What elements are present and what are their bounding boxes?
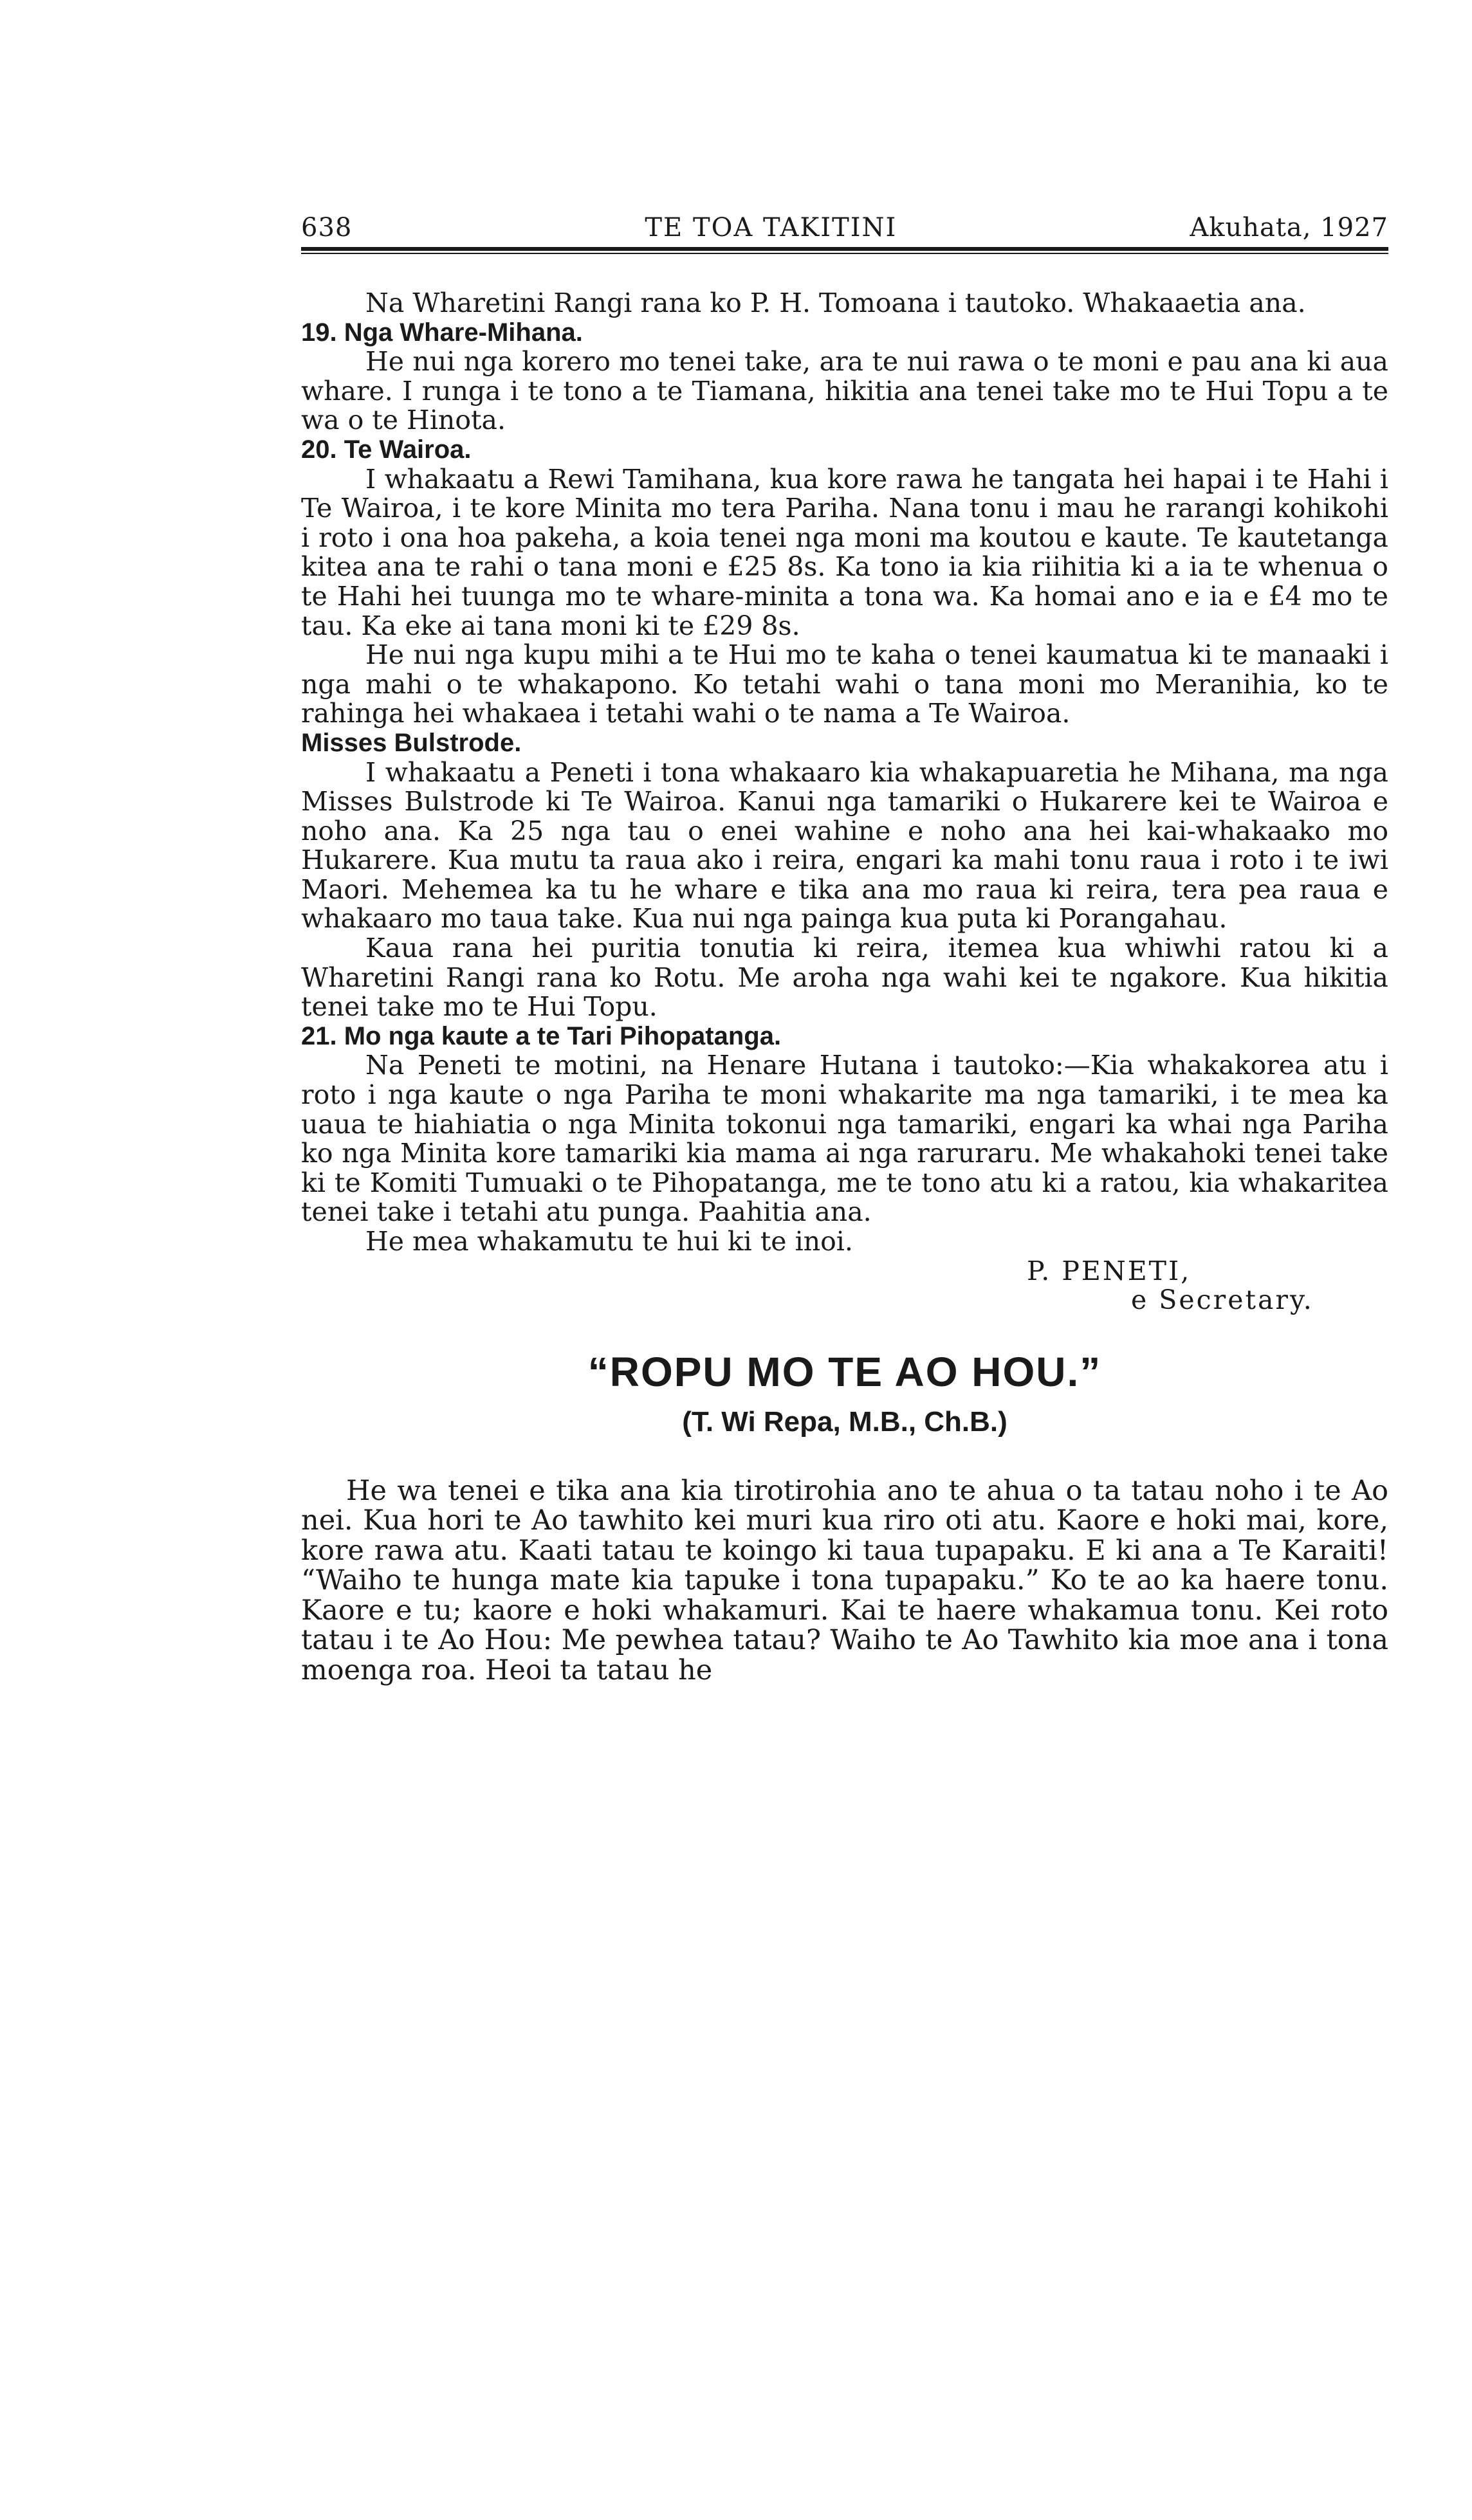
article-paragraph-1: He wa tenei e tika ana kia tirotirohia ano te ahua o ta tatau noho i te Ao nei. Kua hori te Ao tawhito kei muri kua riro oti atu. Kaore e hoki mai, kore, kore rawa atu. Kaati tatau te koingo ki taua tupapaku. E ki ana a Te Karaiti! “Waiho te hunga mate kia tapuke i tona tupapaku.” Ko te ao ka haere tonu. Kaore e tu; kaore e hoki whakamuri. Kai te haere whakamua tonu. Kei roto tatau i te Ao Hou: Me pewhea tatau? Waiho te Ao Tawhito kia moe ana i tona moenga roa. Heoi ta tatau he <box>301 1474 1388 1686</box>
issue-date: Akuhata, 1927 <box>1190 213 1388 242</box>
signature-name: P. PENETI, <box>1027 1255 1191 1286</box>
misses-bulstrode-heading: Misses Bulstrode. <box>301 728 522 757</box>
item-21-paragraph-2: He mea whakamutu te hui ki te inoi. <box>365 1226 853 1257</box>
document-page <box>301 206 1388 1685</box>
misses-bulstrode-paragraph-1: I whakaatu a Peneti i tona whakaaro kia whakapuaretia he Mihana, ma nga Misses Bulstrode ki Te Wairoa. Kanui nga tamariki o Hukarere kei te Wairoa e noho ana. Ka 25 nga tau o enei wahine e noho ana hei kai-whakaako mo Hukarere. Kua mutu ta raua ako i reira, engari ka mahi tonu raua i roto i te iwi Maori. Mehemea ka tu he whare e tika ana mo raua ki reira, tera pea raua e whakaaro mo taua take. Kua nui nga painga kua puta ki Porangahau. <box>301 756 1388 935</box>
running-header <box>301 206 1388 244</box>
journal-title: TE TOA TAKITINI <box>645 213 897 242</box>
article-author: (T. Wi Repa, M.B., Ch.B.) <box>682 1405 1007 1438</box>
minutes-section <box>301 289 1388 1315</box>
item-20-paragraph-1: I whakaatu a Rewi Tamihana, kua kore rawa he tangata hei hapai i te Hahi i Te Wairoa, i te kore Minita mo tera Pariha. Nana tonu i mau he rarangi kohikohi i roto i ona hoa pakeha, a koia tenei nga moni ma koutou e kaute. Te kautetanga kitea ana te rahi o tana moni e £25 8s. Ka tono ia kia riihitia ki a ia te whenua o te Hahi hei tuunga mo te whare-minita a tona wa. Ka homai ano e ia e £4 mo te tau. Ka eke ai tana moni ki te £29 8s. <box>301 463 1388 641</box>
article-title: “ROPU MO TE AO HOU.” <box>587 1348 1102 1395</box>
header-rule-thick <box>301 247 1388 251</box>
item-20-paragraph-2: He nui nga kupu mihi a te Hui mo te kaha o tenei kaumatua ki te manaaki i nga mahi o te whakapono. Ko tetahi wahi o tana moni mo Meranihia, ko te rahinga hei whakaea i tetahi wahi o te nama a Te Wairoa. <box>301 639 1388 729</box>
header-rule-thin <box>301 253 1388 254</box>
item-21-heading: 21. Mo nga kaute a te Tari Pihopatanga. <box>301 1021 782 1050</box>
item-19-heading: 19. Nga Whare-Mihana. <box>301 318 583 347</box>
item-20-heading: 20. Te Wairoa. <box>301 435 472 464</box>
item-19-paragraph: He nui nga korero mo tenei take, ara te nui rawa o te moni e pau ana ki aua whare. I runga i te tono a te Tiamana, hikitia ana tenei take mo te Hui Topu a te wa o te Hinota. <box>301 346 1388 436</box>
misses-bulstrode-paragraph-2: Kaua rana hei puritia tonutia ki reira, itemea kua whiwhi ratou ki a Wharetini Rangi rana ko Rotu. Me aroha nga wahi kei te ngakore. Kua hikitia tenei take mo te Hui Topu. <box>301 933 1388 1023</box>
article-body <box>301 1476 1388 1686</box>
page-number: 638 <box>301 213 353 242</box>
signature-title: e Secretary. <box>1131 1284 1314 1316</box>
minutes-intro-paragraph: Na Wharetini Rangi rana ko P. H. Tomoana i tautoko. Whakaaetia ana. <box>365 288 1306 318</box>
item-21-paragraph-1: Na Peneti te motini, na Henare Hutana i tautoko:—Kia whakakorea atu i roto i nga kaute o nga Pariha te moni whakarite ma nga tamariki, i te mea ka uaua te hiahiatia o nga Minita tokonui nga tamariki, engari ka whai nga Pariha ko nga Minita kore tamariki kia mama ai nga raruraru. Me whakahoki tenei take ki te Komiti Tumuaki o te Pihopatanga, me te tono atu ki a ratou, kia whakaritea tenei take i tetahi atu punga. Paahitia ana. <box>301 1050 1388 1228</box>
